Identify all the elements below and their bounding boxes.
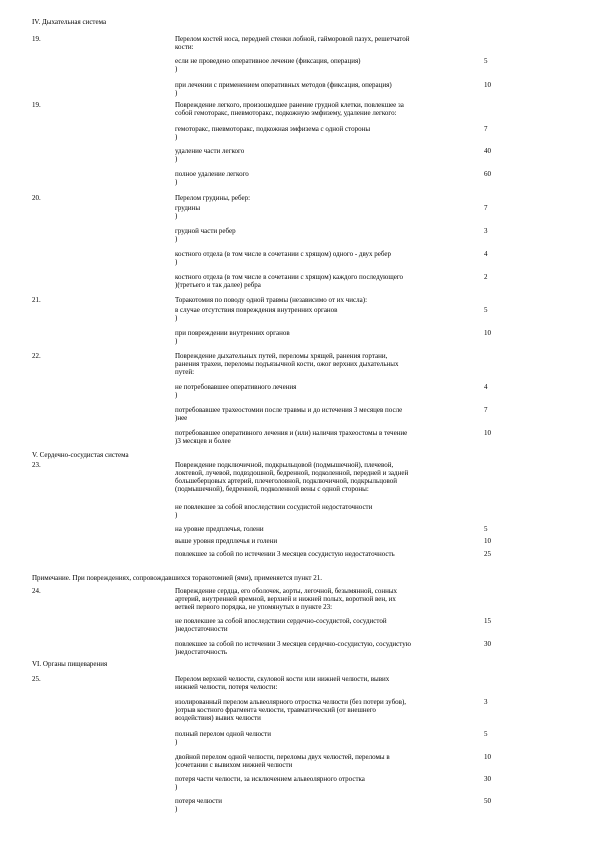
section-heading: V. Сердечно-сосудистая система: [32, 451, 129, 459]
subitem-description: изолированный перелом альвеолярного отростка челюсти (без потери зубов), )отрыв костного фрагмента челюсти, травматический (от внешнего воздействия) вывих челюсти: [175, 698, 407, 722]
percent-value: 10: [484, 81, 491, 89]
percent-value: 10: [484, 429, 491, 437]
item-description: Повреждение подключичной, подкрыльцовой (подмышечной), плечевой, локтевой, лучевой, подвздошной, бедренной, подколенной, передней и задней большеберцовых артерий, плечеголовной, подключичной, подкрыльцовой (подмышечной), бедренной, подколенной вены с одной стороны:: [175, 461, 409, 493]
subitem-description: потеря части челюсти, за исключением альвеолярного отростка ): [175, 775, 365, 791]
percent-value: 5: [484, 306, 488, 314]
item-description: Повреждение дыхательных путей, переломы хрящей, ранения гортани, ранения трахеи, переломы подъязычной кости, ожог верхних дыхательных путей:: [175, 352, 399, 376]
subitem-description: не потребовавшее оперативного лечения ): [175, 383, 297, 399]
subitem-description: в случае отсутствия повреждения внутренних органов ): [175, 306, 338, 322]
percent-value: 15: [484, 617, 491, 625]
subitem-description: повлекшее за собой по истечении 3 месяцев сердечно-сосудистую, сосудистую )недостаточность: [175, 640, 411, 656]
section-heading: IV. Дыхательная система: [32, 18, 107, 26]
subitem-description: грудины ): [175, 204, 201, 220]
subitem-description: повлекшее за собой по истечении 3 месяцев сосудистую недостаточность: [175, 550, 395, 558]
percent-value: 5: [484, 57, 488, 65]
percent-value: 50: [484, 797, 491, 805]
subitem-description: при повреждении внутренних органов ): [175, 329, 290, 345]
subitem-description: если не проведено оперативное лечение (фиксация, операция) ): [175, 57, 361, 73]
percent-value: 4: [484, 383, 488, 391]
percent-value: 4: [484, 250, 488, 258]
item-number: 21.: [32, 296, 41, 304]
percent-value: 3: [484, 698, 488, 706]
item-description: Перелом верхней челюсти, скуловой кости или нижней челюсти, вывих нижней челюсти, потеря челюсти:: [175, 675, 390, 691]
subitem-description: гемоторакс, пневмоторакс, подкожная эмфизема с одной стороны ): [175, 125, 371, 141]
percent-value: 3: [484, 227, 488, 235]
percent-value: 10: [484, 537, 491, 545]
subitem-description: грудной части ребер ): [175, 227, 236, 243]
section-heading: Примечание. При повреждениях, сопровождавшихся торакотомией (ями), применяется пункт 21.: [32, 574, 322, 582]
item-number: 19.: [32, 101, 41, 109]
percent-value: 5: [484, 730, 488, 738]
item-description: Перелом костей носа, передней стенки лобной, гайморовой пазух, решетчатой кости:: [175, 35, 410, 51]
subitem-description: выше уровня предплечья и голени: [175, 537, 278, 545]
subitem-description: потеря челюсти ): [175, 797, 223, 813]
subitem-description: костного отдела (в том числе в сочетании с хрящом) каждого последующего )(третьего и так далее) ребра: [175, 273, 404, 289]
item-number: 22.: [32, 352, 41, 360]
percent-value: 25: [484, 550, 491, 558]
item-number: 25.: [32, 675, 41, 683]
percent-value: 7: [484, 406, 488, 414]
subitem-description: двойной перелом одной челюсти, переломы двух челюстей, переломы в )сочетании с вывихом нижней челюсти: [175, 753, 390, 769]
percent-value: 30: [484, 775, 491, 783]
percent-value: 40: [484, 147, 491, 155]
subitem-description: потребовавшее оперативного лечения и (или) наличия трахеостомы в течение )3 месяцев и более: [175, 429, 408, 445]
subitem-description: потребовавшее трахеостомии после травмы и до истечения 3 месяцев после )нее: [175, 406, 403, 422]
item-number: 20.: [32, 194, 41, 202]
subitem-description: удаление части легкого ): [175, 147, 245, 163]
section-heading: VI. Органы пищеварения: [32, 660, 108, 668]
percent-value: 5: [484, 525, 488, 533]
item-description: Повреждение сердца, его оболочек, аорты, легочной, безымянной, сонных артерий, внутренней яремной, верхней и нижней полых, воротной вен, их ветвей первого порядка, не упомянутых в пункте 23:: [175, 587, 398, 611]
item-description: Торакотомия по поводу одной травмы (независимо от их числа):: [175, 296, 368, 304]
subitem-description: при лечении с применением оперативных методов (фиксация, операция) ): [175, 81, 392, 97]
percent-value: 10: [484, 753, 491, 761]
subitem-description: не повлекшее за собой впоследствии сердечно-сосудистой, сосудистой )недостаточности: [175, 617, 387, 633]
percent-value: 7: [484, 204, 488, 212]
item-description: Повреждение легкого, произошедшее ранение грудной клетки, повлекшее за собой гемоторакс, пневмоторакс, подкожную эмфизему, удаление легкого:: [175, 101, 404, 117]
item-number: 24.: [32, 587, 41, 595]
subitem-description: полное удаление легкого ): [175, 170, 249, 186]
item-number: 19.: [32, 35, 41, 43]
item-number: 23.: [32, 461, 41, 469]
subitem-description: костного отдела (в том числе в сочетании с хрящом) одного - двух ребер ): [175, 250, 391, 266]
percent-value: 10: [484, 329, 491, 337]
percent-value: 30: [484, 640, 491, 648]
subitem-description: не повлекшее за собой впоследствии сосудистой недостаточности ): [175, 503, 373, 519]
percent-value: 2: [484, 273, 488, 281]
percent-value: 60: [484, 170, 491, 178]
subitem-description: на уровне предплечья, голени: [175, 525, 264, 533]
item-description: Перелом грудины, ребер:: [175, 194, 251, 202]
percent-value: 7: [484, 125, 488, 133]
subitem-description: полный перелом одной челюсти ): [175, 730, 271, 746]
